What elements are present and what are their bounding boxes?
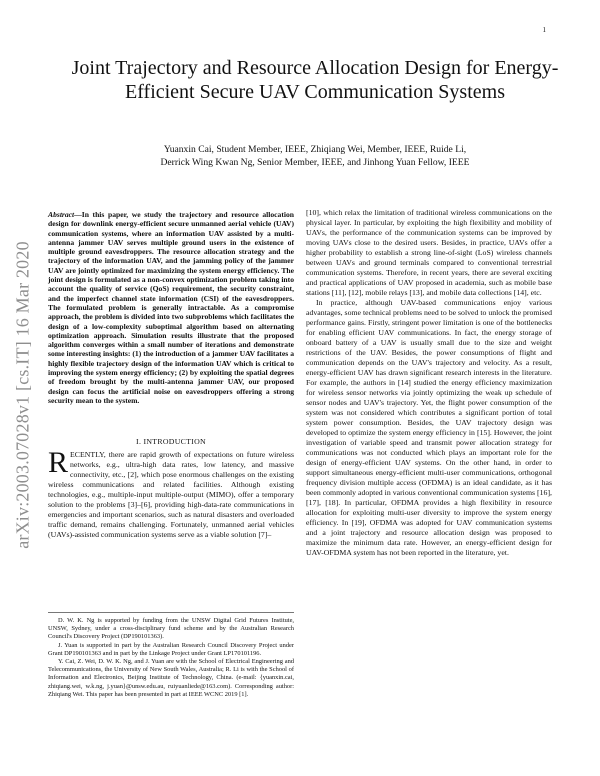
drop-cap: R	[48, 446, 69, 479]
arxiv-stamp-text: arXiv:2003.07028v1 [cs.IT] 16 Mar 2020	[12, 241, 33, 549]
section-heading-introduction: I. INTRODUCTION	[136, 437, 206, 446]
body-paragraph: [10], which relax the limitation of traditional wireless communications on the physical layer. In particular, by exploiting the high flexibility and mobility of UAVs, the performance of the communication systems can be improved by moving UAVs close to the desired users. Besides, in practice, UAVs offer a higher probability to establish a strong line-of-sight (LoS) wireless channels between UAVs and ground terminals compared to conventional terrestrial communication systems. Therefore, in recent years, there are several exciting and practical applications of UAV proposed in academia, such as mobile base stations [11], [12], mobile relays [13], and mobile data collections [14], etc.	[306, 208, 552, 297]
footnote-divider	[48, 612, 294, 613]
introduction-paragraph	[48, 446, 294, 540]
footnote-affiliations: Y. Cai, Z. Wei, D. W. K. Ng, and J. Yuan are with the School of Electrical Engineering and Telecommunications, the University of New South Wales, Australia; R. Li is with the School of Information and Electronics, Beijing Institute of Technology, China. (e-mail: {yuanxin.cai, zhiqiang.wei, w.k.ng, j.yuan}@unsw.edu.au, ruiyuanliede@163.com). Corresponding author: Zhiqiang Wei. This paper has been presented in part at IEEE WCNC 2019 [1].	[48, 658, 294, 698]
author-list	[45, 144, 585, 169]
author-line-1: Yuanxin Cai, Student Member, IEEE, Zhiqiang Wei, Member, IEEE, Ruide Li,	[163, 144, 467, 155]
arxiv-stamp	[8, 195, 38, 595]
footnote-funding-yuan: J. Yuan is supported in part by the Australian Research Council Discovery Project under Grant DP190101363 and in part by the Linkage Project under Grant LP170101196.	[48, 641, 294, 657]
body-paragraph: In practice, although UAV-based communications enjoy various advantages, some technical problems need to be solved to unlock the promised performance gains. Firstly, stringent power limitation is one of the bottlenecks for enabling efficient UAV communications. In fact, the energy storage of onboard battery of a UAV is usually small due to the size and weight restrictions of the UAV. Besides, the power consumptions of flight and communication depends on the UAV's trajectory and velocity. As a result, energy-efficient UAV has drawn significant research interests in the literature. For example, the authors in [14] studied the energy efficiency maximization for wireless sensor networks via jointly optimizing the weak up schedule of sensor nodes and UAV's trajectory. Yet, the flight power consumption of the system was not considered which contributes a significant portion of total system power consumption. Besides, the UAV trajectory design was developed to optimize the system energy efficiency in [15]. However, the joint investigation of variable speed and transmit power allocation strategy for communications was not conducted which plays an important role for the design of energy-efficient UAV systems. On the other hand, in order to support simultaneous energy-efficient multi-user communications, orthogonal frequency division multiple access (OFDMA) is an ideal candidate, as it has been commonly adopted in various conventional communication systems [16], [17], [18]. In particular, OFDMA provides a high flexibility in resource allocation for exploiting multi-user diversity to improve the system energy efficiency. In [19], OFDMA was adopted for UAV communication systems and a joint trajectory and resource allocation design was proposed to maximize the minimum data rate. However, an energy-efficient design for UAV-OFDMA system has not been reported in the literature, yet.	[306, 298, 552, 557]
introduction-text: ECENTLY, there are rapid growth of expectations on future wireless networks, e.g., ultra-high data rates, low latency, and massive connectivity, etc., [2], which pose enormous challenges on the existing wireless communications and related facilities. Although existing technologies, e.g., multiple-input multiple-output (MIMO), offer a temporary solution to the problems [3]–[6], providing high-data-rate communications in emergencies and important scenarios, such as natural disasters and overloaded traffic demand, remains challenging. Fortunately, unmanned aerial vehicles (UAVs)-assisted communication systems serve as a viable solution [7]–	[48, 450, 294, 539]
author-line-2: Derrick Wing Kwan Ng, Senior Member, IEEE, and Jinhong Yuan Fellow, IEEE	[160, 156, 470, 168]
right-column	[306, 208, 552, 558]
footnote-funding-ng: D. W. K. Ng is supported by funding from the UNSW Digital Grid Futures Institute, UNSW, Sydney, under a cross-disciplinary fund scheme and by the Australian Research Council's Discovery Project (DP190101363).	[48, 617, 294, 641]
page-number: 1	[542, 26, 546, 34]
abstract	[48, 210, 294, 405]
footnotes	[48, 617, 294, 699]
paper-title: Joint Trajectory and Resource Allocation Design for Energy-Efficient Secure UAV Communication Systems	[71, 57, 559, 103]
abstract-text: —In this paper, we study the trajectory and resource allocation design for downlink energy-efficient secure unmanned aerial vehicle (UAV) communication systems, where an information UAV assisted by a multi-antenna jammer UAV serves multiple ground users in the existence of multiple ground eavesdroppers. The resource allocation strategy and the trajectory of the information UAV, and the jamming policy of the jammer UAV are jointly optimized for maximizing the system energy efficiency. The joint design is formulated as a non-convex optimization problem taking into account the quality of service (QoS) requirement, the security constraint, and the imperfect channel state information (CSI) of the eavesdroppers. The formulated problem is generally intractable. As a compromise approach, the problem is divided into two subproblems which facilitates the design of a low-complexity suboptimal algorithm based on alternating optimization approach. Simulation results illustrate that the proposed algorithm converges within a small number of iterations and demonstrate some interesting insights: (1) the introduction of a jammer UAV facilitates a highly flexible trajectory design of the information UAV which is critical to improving the system energy efficiency; (2) by exploiting the spatial degrees of freedom brought by the multi-antenna jammer UAV, our proposed design can focus the artificial noise on eavesdroppers offering a strong security mean to the system.	[48, 210, 294, 405]
abstract-label: Abstract	[48, 210, 75, 219]
